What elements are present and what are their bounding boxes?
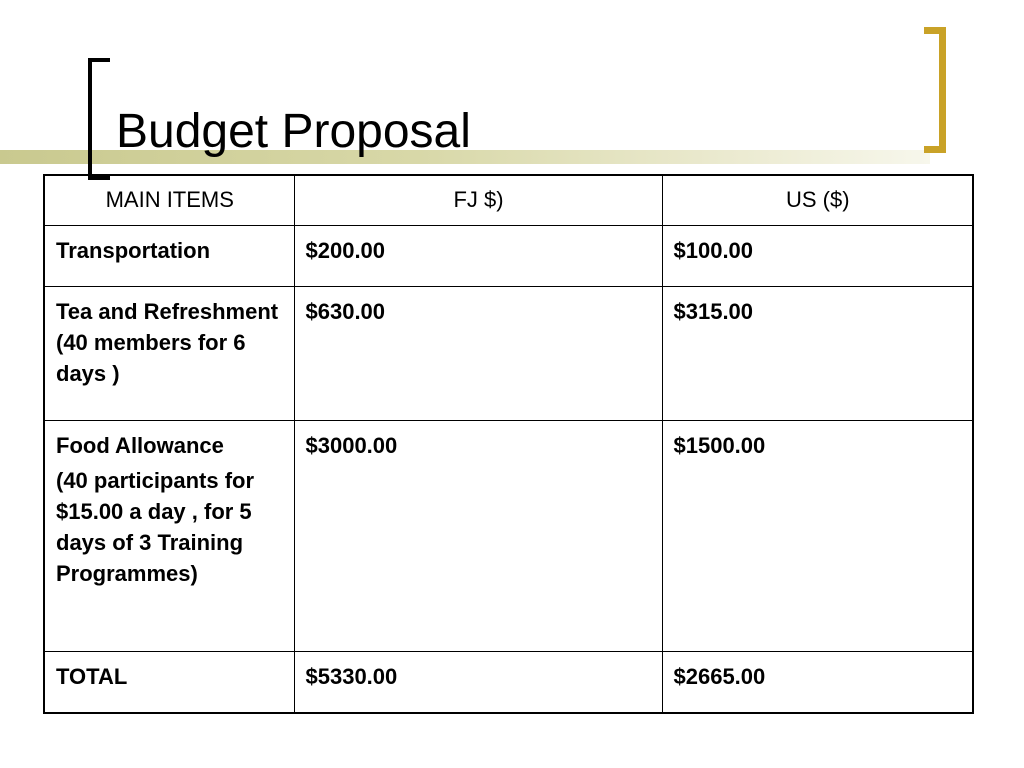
column-header-us: US ($) xyxy=(662,175,973,226)
item-cell: Tea and Refreshment (40 members for 6 days ) xyxy=(44,287,294,421)
us-amount-cell: $1500.00 xyxy=(662,421,973,652)
left-bracket-decoration xyxy=(88,58,110,180)
item-cell: Transportation xyxy=(44,226,294,287)
fj-amount-cell: $3000.00 xyxy=(294,421,662,652)
us-amount-cell: $315.00 xyxy=(662,287,973,421)
total-us-amount: $2665.00 xyxy=(662,652,973,714)
column-header-main-items: MAIN ITEMS xyxy=(44,175,294,226)
column-header-fj: FJ $) xyxy=(294,175,662,226)
item-cell xyxy=(44,421,294,652)
item-title: Food Allowance xyxy=(56,433,224,458)
right-bracket-decoration xyxy=(924,27,946,153)
slide-title: Budget Proposal xyxy=(116,105,471,158)
item-detail: (40 participants for $15.00 a day , for 5 days of 3 Training Programmes) xyxy=(56,468,255,586)
fj-amount-cell: $200.00 xyxy=(294,226,662,287)
table-row xyxy=(44,226,973,287)
total-fj-amount: $5330.00 xyxy=(294,652,662,714)
table-row xyxy=(44,421,973,652)
total-row xyxy=(44,652,973,714)
fj-amount-cell: $630.00 xyxy=(294,287,662,421)
us-amount-cell: $100.00 xyxy=(662,226,973,287)
budget-table xyxy=(43,174,974,714)
table-header-row xyxy=(44,175,973,226)
total-label: TOTAL xyxy=(44,652,294,714)
table-row xyxy=(44,287,973,421)
